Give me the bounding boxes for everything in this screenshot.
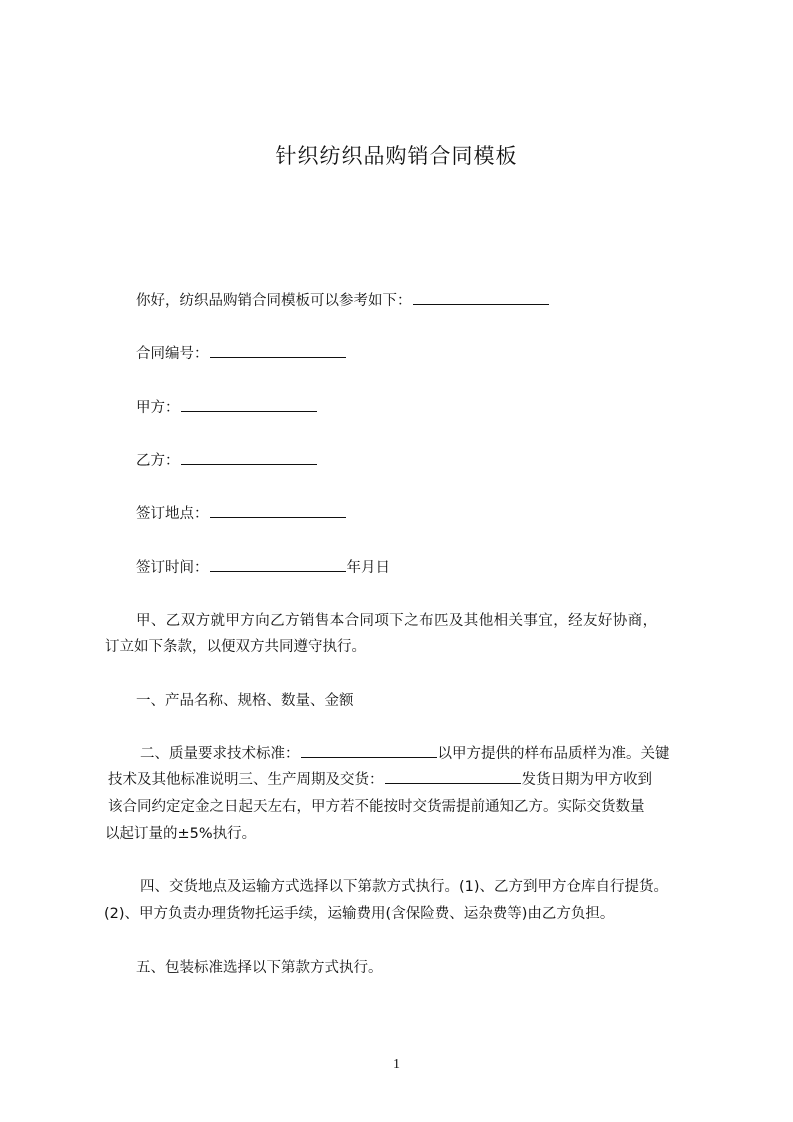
sign-time-blank [210,558,346,572]
section-2-line-1-b: 以甲方提供的样布品质样为准。关键 [437,746,670,762]
page-number: 1 [393,1057,400,1072]
section-2-line-2-a: 技术及其他标准说明三、生产周期及交货： [108,772,384,788]
section-2-line-2 [108,770,652,790]
section-2-line-1-a: 二、质量要求技术标准： [140,746,300,762]
sign-place-blank [210,504,346,518]
quality-standard-blank [301,744,437,758]
party-a-field [136,398,318,418]
contract-no-blank [210,344,346,358]
preamble-line-2: 订立如下条款，以便双方共同遵守执行。 [105,639,366,655]
section-2-line-3: 该合同约定定金之日起天左右，甲方若不能按时交货需提前通知乙方。实际交货数量 [108,799,645,815]
section-2-line-2-b: 发货日期为甲方收到 [521,772,652,788]
sign-time-label: 签订时间： [136,560,209,576]
contract-no-field [136,344,347,364]
contract-no-label: 合同编号： [136,346,209,362]
intro-line [136,291,550,311]
preamble-line-1: 甲、乙双方就甲方向乙方销售本合同项下之布匹及其他相关事宜，经友好协商， [136,613,658,629]
delivery-blank [385,770,521,784]
party-b-label: 乙方： [136,453,180,469]
intro-text: 你好，纺织品购销合同模板可以参考如下： [136,293,412,309]
section-2-line-1 [140,744,670,764]
section-4-line-2: (2)、甲方负责办理货物托运手续，运输费用(含保险费、运杂费等)由乙方负担。 [104,906,615,922]
party-a-label: 甲方： [136,400,180,416]
section-5-heading: 五、包装标准选择以下第款方式执行。 [136,960,383,976]
sign-time-field [136,558,390,578]
section-4-line-1: 四、交货地点及运输方式选择以下第款方式执行。(1)、乙方到甲方仓库自行提货。 [140,879,669,895]
sign-time-suffix: 年月日 [346,560,390,576]
sign-place-field [136,504,347,524]
section-1-heading: 一、产品名称、规格、数量、金额 [136,693,354,709]
party-b-blank [181,451,317,465]
intro-blank [413,291,549,305]
sign-place-label: 签订地点： [136,506,209,522]
document-title: 针织纺织品购销合同模板 [275,144,518,168]
party-a-blank [181,398,317,412]
party-b-field [136,451,318,471]
section-2-line-4: 以起订量的±5%执行。 [105,826,257,842]
